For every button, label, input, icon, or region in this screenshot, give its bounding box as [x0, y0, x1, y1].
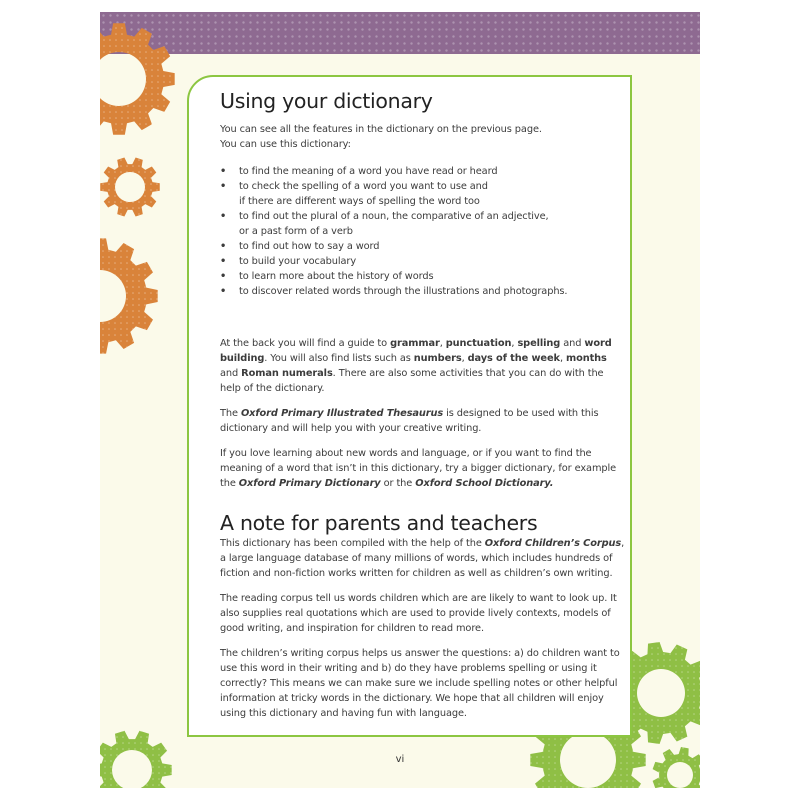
orange-gear-icon	[100, 155, 162, 219]
thesaurus-paragraph	[220, 406, 625, 436]
text-run: ,	[439, 338, 446, 349]
intro-line: You can use this dictionary:	[220, 139, 351, 150]
bold-term: word building	[220, 338, 612, 364]
list-item-text: to find out how to say a word	[239, 241, 380, 252]
bold-term: punctuation	[445, 338, 512, 349]
feature-list	[220, 164, 625, 299]
text-run: is designed to be used with this dictionary and will help you with your creative writing.	[220, 408, 599, 434]
book-title: Oxford School Dictionary.	[415, 478, 554, 489]
list-item-text: to build your vocabulary	[239, 256, 357, 267]
list-item	[220, 164, 625, 179]
bullet: •	[220, 271, 227, 282]
text-run: and	[220, 368, 242, 379]
bold-term: grammar	[390, 338, 440, 349]
list-item-text: to learn more about the history of words	[239, 271, 434, 282]
bold-term: numbers	[413, 353, 462, 364]
page-number: vi	[395, 754, 405, 765]
list-item	[220, 284, 625, 299]
list-item	[220, 209, 625, 239]
text-run: and	[560, 338, 585, 349]
top-band	[100, 12, 700, 54]
list-item	[220, 269, 625, 284]
bullet: •	[220, 211, 227, 222]
dictionary-page	[100, 12, 700, 788]
corpus-paragraph	[220, 536, 625, 581]
text-run: ,	[559, 353, 566, 364]
bold-term: Roman numerals	[241, 368, 333, 379]
intro-line: You can see all the features in the dictionary on the previous page.	[220, 124, 542, 135]
list-item	[220, 254, 625, 269]
text-run: or the	[380, 478, 416, 489]
bigger-dictionary-paragraph	[220, 446, 625, 491]
orange-gear-icon	[100, 20, 178, 138]
text-run: , a large language database of many millions of words, which includes hundreds of fiction and non-fiction works written for children as well as children’s own writing.	[220, 538, 625, 579]
bullet: •	[220, 256, 227, 267]
list-item-text: to find the meaning of a word you have read or heard	[239, 166, 498, 177]
corpus-name: Oxford Children’s Corpus	[484, 538, 622, 549]
gear-texture	[100, 238, 158, 353]
list-item-text: to discover related words through the illustrations and photographs.	[239, 286, 568, 297]
writing-corpus-paragraph: The children’s writing corpus helps us answer the questions: a) do children want to use this word in their writing and b) do they have problems spelling or using it correctly? This means we can make sure we include spelling notes or other helpful information at tricky words in the dictionary. We hope that all children will enjoy using this dictionary and having fun with language.	[220, 648, 620, 719]
section-title: A note for parents and teachers	[220, 511, 538, 535]
text-run: The	[220, 408, 241, 419]
list-item-text: to find out the plural of a noun, the comparative of an adjective,	[239, 211, 549, 222]
gear-texture	[100, 23, 175, 134]
book-title: Oxford Primary Dictionary	[238, 478, 381, 489]
content-frame	[187, 75, 632, 737]
book-title: Oxford Primary Illustrated Thesaurus	[240, 408, 444, 419]
text-run: This dictionary has been compiled with the help of the	[220, 538, 485, 549]
section-title: Using your dictionary	[220, 89, 433, 113]
text-run: ,	[461, 353, 468, 364]
text-run: If you love learning about new words and language, or if you want to find the meaning of a word that isn’t in this dictionary, try a bigger dictionary, for example the	[220, 448, 617, 489]
text-run: At the back you will find a guide to	[220, 338, 391, 349]
list-item-text: or a past form of a verb	[239, 226, 353, 237]
content-column	[220, 89, 625, 721]
text-run: . You will also find lists such as	[264, 353, 414, 364]
gear-texture	[100, 158, 160, 217]
list-item-text: to check the spelling of a word you want to use and	[239, 181, 488, 192]
orange-gear-icon	[100, 234, 162, 358]
bold-term: spelling	[517, 338, 561, 349]
green-gear-icon	[650, 745, 700, 788]
bold-term: days of the week	[467, 353, 560, 364]
text-run: . There are also some activities that you can do with the help of the dictionary.	[220, 368, 604, 394]
bullet: •	[220, 166, 227, 177]
text-run: ,	[511, 338, 518, 349]
reading-corpus-paragraph: The reading corpus tell us words children which are are likely to want to look up. It also supplies real quotations which are used to provide lively contexts, models of good writing, and inspiration for children to read more.	[220, 593, 617, 634]
bullet: •	[220, 286, 227, 297]
intro-text	[220, 122, 625, 152]
bold-term: months	[565, 353, 607, 364]
back-guide-paragraph	[220, 336, 625, 396]
list-item	[220, 179, 625, 209]
bullet: •	[220, 181, 227, 192]
bullet: •	[220, 241, 227, 252]
list-item	[220, 239, 625, 254]
list-item-text: if there are different ways of spelling the word too	[239, 196, 480, 207]
